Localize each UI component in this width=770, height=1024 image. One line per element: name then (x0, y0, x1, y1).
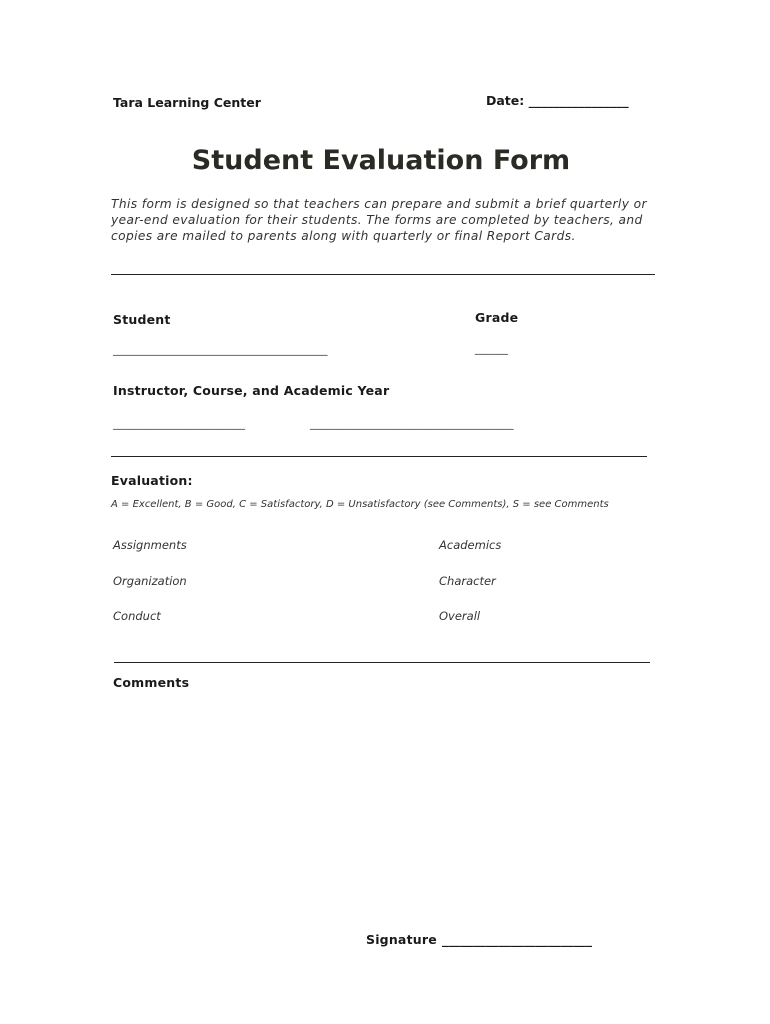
instructor-field[interactable]: ________________________ (113, 417, 245, 430)
grading-legend: A = Excellent, B = Good, C = Satisfactory, D = Unsatisfactory (see Comments), S = see Comments (111, 499, 609, 510)
signature-label: Signature (366, 932, 437, 947)
divider (114, 662, 650, 663)
comments-heading: Comments (113, 675, 190, 690)
divider (111, 274, 655, 275)
student-label: Student (113, 312, 171, 327)
page-title: Student Evaluation Form (191, 145, 571, 176)
date-field[interactable]: Date: ________________ (486, 93, 629, 108)
grade-label: Grade (475, 310, 519, 325)
signature-field[interactable]: ________________________ (442, 932, 592, 947)
form-intro: This form is designed so that teachers can prepare and submit a brief quarterly or year-end evaluation for their students. The forms are completed by teachers, and copies are mailed to parents along with quarterly or final Report Cards. (111, 197, 647, 243)
category-conduct: Conduct (113, 609, 161, 623)
category-academics: Academics (439, 538, 502, 552)
divider (111, 456, 647, 457)
grade-field[interactable]: ______ (475, 342, 508, 355)
evaluation-heading: Evaluation: (111, 473, 193, 488)
category-organization: Organization (113, 574, 187, 588)
category-assignments: Assignments (113, 538, 187, 552)
organization-name: Tara Learning Center (113, 95, 261, 110)
instructor-label: Instructor, Course, and Academic Year (113, 383, 390, 398)
student-field[interactable]: _______________________________________ (113, 343, 328, 356)
category-character: Character (439, 574, 496, 588)
comments-area[interactable] (113, 700, 653, 910)
category-overall: Overall (439, 609, 481, 623)
course-year-field[interactable]: _____________________________________ (310, 417, 514, 430)
